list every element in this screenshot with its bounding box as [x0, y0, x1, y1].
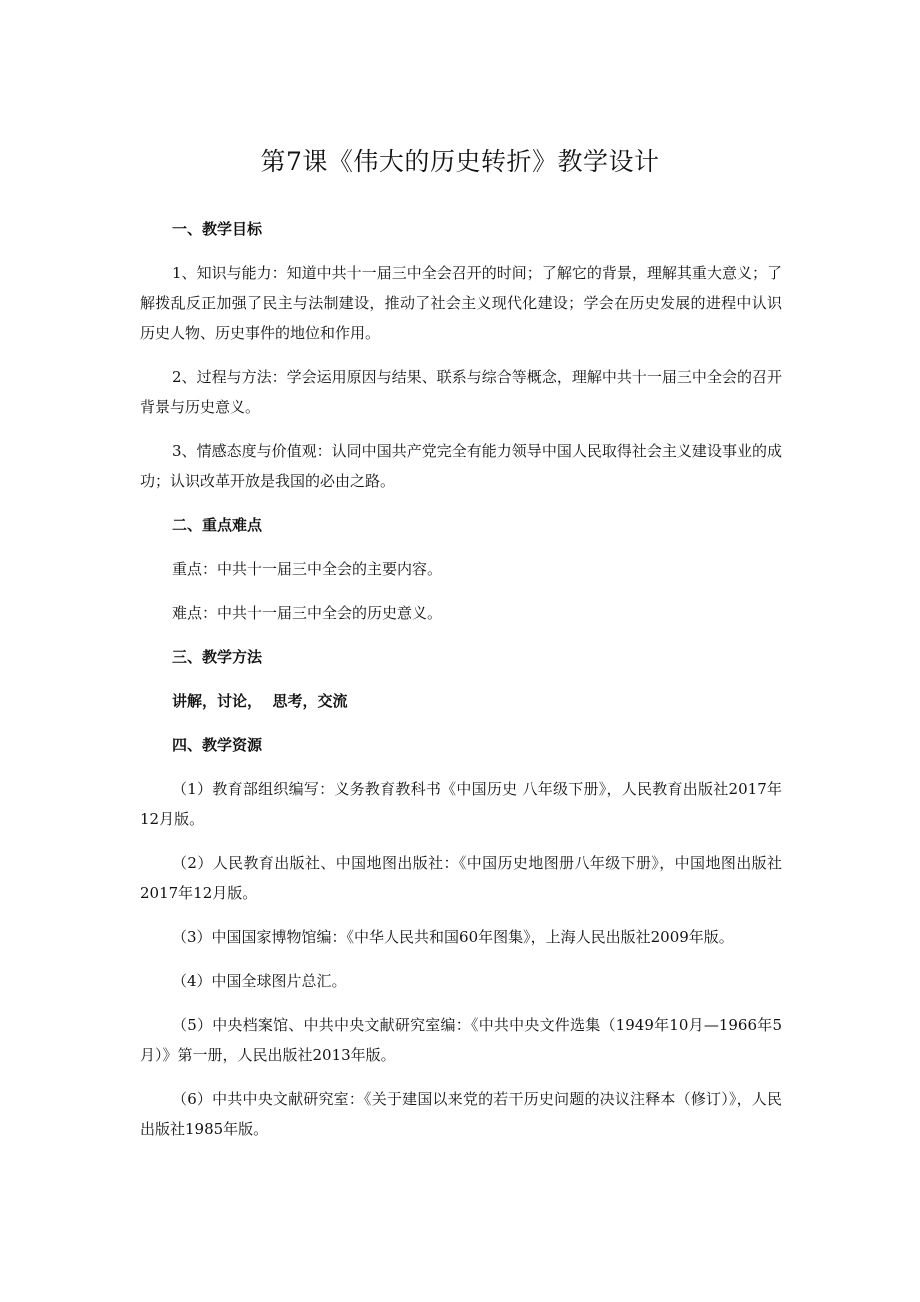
section-heading-methods: 三、教学方法	[172, 648, 263, 666]
resource-item: （3）中国国家博物馆编：《中华人民共和国60年图集》，上海人民出版社2009年版。	[172, 928, 734, 946]
resource-item: （4）中国全球图片总汇。	[172, 972, 347, 990]
resource-item: （5）中央档案馆、中共中央文献研究室编：《中共中央文件选集（1949年10月—1966年5月）》第一册，人民出版社2013年版。	[140, 1016, 782, 1064]
goal-item: 2、过程与方法：学会运用原因与结果、联系与综合等概念，理解中共十一届三中全会的召开背景与历史意义。	[140, 368, 782, 416]
resource-item: （2）人民教育出版社、中国地图出版社：《中国历史地图册八年级下册》，中国地图出版社2017年12月版。	[140, 854, 782, 902]
document-body	[140, 214, 782, 1158]
section-heading-resources: 四、教学资源	[172, 736, 263, 754]
key-point-focus: 重点：中共十一届三中全会的主要内容。	[172, 560, 443, 578]
goal-item: 1、知识与能力：知道中共十一届三中全会召开的时间；了解它的背景，理解其重大意义；了解拨乱反正加强了民主与法制建设，推动了社会主义现代化建设；学会在历史发展的进程中认识历史人物、历史事件的地位和作用。	[140, 264, 782, 342]
section-heading-key-points: 二、重点难点	[172, 516, 263, 534]
goal-item: 3、情感态度与价值观：认同中国共产党完全有能力领导中国人民取得社会主义建设事业的成功；认识改革开放是我国的必由之路。	[140, 442, 782, 490]
resource-item: （6）中共中央文献研究室：《关于建国以来党的若干历史问题的决议注释本（修订）》，人民出版社1985年版。	[140, 1090, 782, 1138]
methods-text: 讲解，讨论， 思考，交流	[172, 692, 348, 710]
key-point-difficulty: 难点：中共十一届三中全会的历史意义。	[172, 604, 443, 622]
page-title: 第7课《伟大的历史转折》教学设计	[260, 147, 660, 176]
section-heading-goals: 一、教学目标	[172, 220, 263, 238]
resource-item: （1）教育部组织编写：义务教育教科书《中国历史 八年级下册》，人民教育出版社2017年12月版。	[140, 780, 782, 828]
